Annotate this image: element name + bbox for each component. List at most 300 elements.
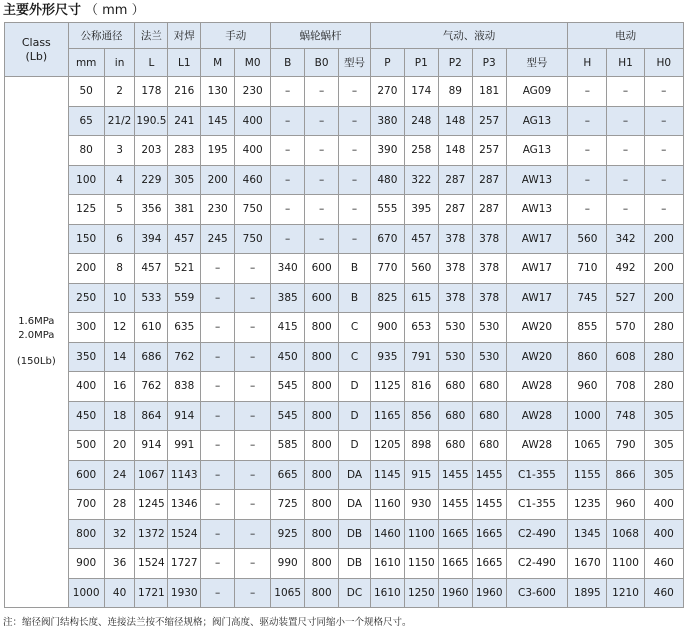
table-cell: 800 [305,578,339,608]
class-value-cell [5,77,69,608]
table-cell: 708 [607,372,644,402]
class-value-line: 2.0MPa [18,330,55,341]
table-cell: 1610 [370,549,404,579]
table-cell: – [235,431,271,461]
table-cell: 700 [68,490,104,520]
table-cell: 216 [168,77,201,107]
table-cell: AW17 [506,254,568,284]
table-cell: 1721 [135,578,168,608]
table-cell: – [201,490,235,520]
table-cell: 856 [404,401,438,431]
table-cell: 680 [472,372,506,402]
table-cell: – [201,549,235,579]
table-cell: 457 [135,254,168,284]
sub-header-cell: L [135,49,168,77]
table-cell: 610 [135,313,168,343]
table-cell: 257 [472,136,506,166]
page-title [3,0,145,22]
sub-header-cell: H1 [607,49,644,77]
table-cell: 1155 [568,460,607,490]
table-cell: 838 [168,372,201,402]
table-cell: 545 [271,401,305,431]
table-cell: D [339,372,371,402]
table-cell: 200 [644,283,683,313]
table-cell: 305 [644,401,683,431]
table-cell: 725 [271,490,305,520]
table-cell: 395 [404,195,438,225]
table-cell: – [235,254,271,284]
group-header-pneumatic: 气动、液动 [370,23,567,49]
table-cell: 686 [135,342,168,372]
table-cell: – [305,195,339,225]
table-cell: 356 [135,195,168,225]
table-cell: 40 [104,578,135,608]
table-cell: – [305,165,339,195]
table-row [5,165,684,195]
table-cell: 200 [68,254,104,284]
table-cell: 480 [370,165,404,195]
table-cell: 1930 [168,578,201,608]
table-cell: – [339,77,371,107]
table-cell: – [235,490,271,520]
table-cell: – [201,313,235,343]
table-cell: 241 [168,106,201,136]
table-cell: 530 [472,313,506,343]
table-cell: 340 [271,254,305,284]
table-cell: – [271,195,305,225]
table-cell: AW17 [506,224,568,254]
table-cell: 545 [271,372,305,402]
table-cell: 8 [104,254,135,284]
table-cell: 1665 [472,519,506,549]
sub-header-cell: P3 [472,49,506,77]
table-cell: 1065 [271,578,305,608]
table-cell: 925 [271,519,305,549]
table-cell: – [201,401,235,431]
table-cell: 790 [607,431,644,461]
title-unit: （ mm ） [85,3,145,18]
table-cell: – [235,372,271,402]
table-cell: 791 [404,342,438,372]
table-cell: 800 [305,401,339,431]
table-cell: 1460 [370,519,404,549]
table-cell: – [607,195,644,225]
class-value-line: (150Lb) [16,356,56,367]
table-cell: 24 [104,460,135,490]
table-cell: 305 [644,431,683,461]
table-cell: AG13 [506,136,568,166]
table-cell: 390 [370,136,404,166]
table-cell: 492 [607,254,644,284]
table-cell: 3 [104,136,135,166]
table-cell: – [235,313,271,343]
table-cell: 665 [271,460,305,490]
table-cell: 1895 [568,578,607,608]
table-cell: 248 [404,106,438,136]
table-cell: 378 [438,283,472,313]
sub-header-cell: 型号 [339,49,371,77]
table-cell: 1346 [168,490,201,520]
table-cell: 1524 [168,519,201,549]
table-row [5,224,684,254]
table-cell: DB [339,549,371,579]
table-cell: 245 [201,224,235,254]
table-cell: 200 [644,224,683,254]
table-cell: 816 [404,372,438,402]
table-cell: 280 [644,313,683,343]
table-cell: – [644,77,683,107]
table-cell: 5 [104,195,135,225]
table-cell: – [607,136,644,166]
header-row-sub [5,49,684,77]
table-cell: D [339,431,371,461]
table-cell: 174 [404,77,438,107]
group-header-weld: 对焊 [168,23,201,49]
table-cell: 380 [370,106,404,136]
table-cell: 394 [135,224,168,254]
table-cell: 4 [104,165,135,195]
table-cell: – [339,195,371,225]
table-row [5,549,684,579]
table-cell: 350 [68,342,104,372]
table-cell: – [644,165,683,195]
table-cell: 457 [404,224,438,254]
table-cell: C [339,342,371,372]
table-cell: – [201,372,235,402]
sub-header-cell: P1 [404,49,438,77]
table-cell: 12 [104,313,135,343]
table-cell: 305 [644,460,683,490]
table-cell: 1455 [438,460,472,490]
table-cell: 800 [305,549,339,579]
table-cell: 148 [438,136,472,166]
table-cell: 287 [438,195,472,225]
table-cell: 1250 [404,578,438,608]
table-cell: C [339,313,371,343]
table-cell: 280 [644,372,683,402]
sub-header-cell: 型号 [506,49,568,77]
table-cell: 745 [568,283,607,313]
table-cell: 125 [68,195,104,225]
table-cell: 20 [104,431,135,461]
table-cell: 450 [271,342,305,372]
table-cell: 1455 [438,490,472,520]
table-cell: – [235,283,271,313]
table-cell: – [235,578,271,608]
table-cell: 1372 [135,519,168,549]
group-header-flange: 法兰 [135,23,168,49]
table-cell: 148 [438,106,472,136]
table-cell: 800 [305,342,339,372]
table-cell: B [339,254,371,284]
table-cell: C2-490 [506,549,568,579]
table-cell: – [607,165,644,195]
table-cell: 21/2 [104,106,135,136]
table-cell: AW20 [506,342,568,372]
table-cell: 530 [472,342,506,372]
table-cell: 560 [404,254,438,284]
table-cell: – [235,401,271,431]
table-cell: AW17 [506,283,568,313]
table-cell: 800 [305,431,339,461]
table-cell: 250 [68,283,104,313]
table-cell: 280 [644,342,683,372]
table-row [5,460,684,490]
table-cell: 1665 [438,549,472,579]
sub-header-cell: H0 [644,49,683,77]
table-cell: 570 [607,313,644,343]
table-cell: 50 [68,77,104,107]
sub-header-cell: mm [68,49,104,77]
sub-header-cell: P [370,49,404,77]
table-cell: – [201,342,235,372]
table-cell: 190.5 [135,106,168,136]
table-cell: 460 [235,165,271,195]
table-cell: 400 [68,372,104,402]
table-cell: 635 [168,313,201,343]
table-cell: 898 [404,431,438,461]
table-cell: – [201,460,235,490]
table-cell: AW28 [506,431,568,461]
table-cell: AG09 [506,77,568,107]
table-cell: DC [339,578,371,608]
table-cell: 600 [68,460,104,490]
table-cell: 762 [135,372,168,402]
table-cell: 800 [305,372,339,402]
table-cell: 1145 [370,460,404,490]
table-cell: 960 [568,372,607,402]
table-cell: – [235,460,271,490]
table-cell: – [305,224,339,254]
table-cell: 378 [438,254,472,284]
table-cell: 1960 [438,578,472,608]
table-cell: 181 [472,77,506,107]
sub-header-cell: L1 [168,49,201,77]
table-cell: 1665 [438,519,472,549]
table-cell: 600 [305,254,339,284]
title-text: 主要外形尺寸 [3,3,82,18]
table-cell: AG13 [506,106,568,136]
table-cell: 257 [472,106,506,136]
table-cell: 559 [168,283,201,313]
table-cell: DA [339,490,371,520]
table-cell: 527 [607,283,644,313]
table-cell: 130 [201,77,235,107]
table-cell: – [568,106,607,136]
table-cell: 800 [68,519,104,549]
table-cell: – [271,136,305,166]
table-row [5,136,684,166]
table-row [5,195,684,225]
table-cell: 1165 [370,401,404,431]
table-cell: 1665 [472,549,506,579]
table-cell: 36 [104,549,135,579]
table-cell: 915 [404,460,438,490]
table-cell: AW13 [506,195,568,225]
table-cell: 178 [135,77,168,107]
table-row [5,313,684,343]
table-row [5,77,684,107]
table-cell: – [644,136,683,166]
table-cell: 935 [370,342,404,372]
group-header-nominal: 公称通径 [68,23,135,49]
table-cell: – [339,136,371,166]
table-cell: 1065 [568,431,607,461]
table-cell: – [607,77,644,107]
table-cell: 400 [644,490,683,520]
table-cell: – [201,254,235,284]
table-cell: 258 [404,136,438,166]
table-row [5,342,684,372]
table-cell: 914 [135,431,168,461]
table-row [5,401,684,431]
table-cell: 400 [644,519,683,549]
table-cell: 1000 [568,401,607,431]
table-cell: 89 [438,77,472,107]
group-header-manual: 手动 [201,23,271,49]
table-cell: – [644,195,683,225]
table-cell: AW28 [506,372,568,402]
table-cell: 378 [472,254,506,284]
class-unit: (Lb) [25,49,48,63]
table-cell: 800 [305,313,339,343]
table-cell: 322 [404,165,438,195]
group-header-worm: 蜗轮蜗杆 [271,23,371,49]
table-cell: 305 [168,165,201,195]
table-cell: 1150 [404,549,438,579]
table-cell: – [305,136,339,166]
table-cell: 381 [168,195,201,225]
table-cell: 960 [607,490,644,520]
table-cell: – [201,431,235,461]
table-cell: 585 [271,431,305,461]
table-cell: 460 [644,549,683,579]
table-cell: – [201,283,235,313]
table-body [5,23,684,608]
table-cell: 748 [607,401,644,431]
table-cell: 750 [235,195,271,225]
table-cell: 100 [68,165,104,195]
table-cell: 521 [168,254,201,284]
table-cell: AW13 [506,165,568,195]
table-cell: DB [339,519,371,549]
table-cell: 855 [568,313,607,343]
table-cell: – [235,549,271,579]
table-cell: 32 [104,519,135,549]
class-gap [5,343,68,355]
table-cell: 900 [370,313,404,343]
table-cell: 287 [472,165,506,195]
table-cell: 1210 [607,578,644,608]
table-cell: 1245 [135,490,168,520]
table-cell: 18 [104,401,135,431]
table-cell: 1960 [472,578,506,608]
table-cell: C1-355 [506,460,568,490]
table-cell: 230 [201,195,235,225]
table-cell: – [201,578,235,608]
table-cell: – [271,106,305,136]
table-cell: 530 [438,342,472,372]
table-cell: 10 [104,283,135,313]
table-cell: C1-355 [506,490,568,520]
table-cell: 229 [135,165,168,195]
table-cell: 400 [235,136,271,166]
table-cell: 900 [68,549,104,579]
sub-header-cell: H [568,49,607,77]
table-cell: 450 [68,401,104,431]
table-cell: 342 [607,224,644,254]
table-cell: 1345 [568,519,607,549]
table-cell: – [305,77,339,107]
table-cell: 150 [68,224,104,254]
table-cell: – [568,195,607,225]
table-cell: 555 [370,195,404,225]
table-cell: 28 [104,490,135,520]
table-cell: 203 [135,136,168,166]
table-cell: 825 [370,283,404,313]
table-cell: 1455 [472,490,506,520]
table-cell: 1610 [370,578,404,608]
table-cell: 750 [235,224,271,254]
table-cell: 680 [472,401,506,431]
table-cell: – [568,165,607,195]
table-cell: 283 [168,136,201,166]
table-cell: 1100 [607,549,644,579]
table-cell: 990 [271,549,305,579]
table-cell: 860 [568,342,607,372]
table-row [5,431,684,461]
table-cell: – [644,106,683,136]
table-cell: 864 [135,401,168,431]
table-cell: 1727 [168,549,201,579]
table-cell: 608 [607,342,644,372]
table-cell: 930 [404,490,438,520]
table-cell: 800 [305,460,339,490]
table-cell: AW28 [506,401,568,431]
table-cell: 16 [104,372,135,402]
table-cell: 287 [472,195,506,225]
sub-header-cell: M [201,49,235,77]
table-cell: 500 [68,431,104,461]
table-cell: 457 [168,224,201,254]
class-label: Class [21,35,51,49]
table-row [5,519,684,549]
table-cell: 680 [438,372,472,402]
table-cell: – [568,136,607,166]
table-cell: AW20 [506,313,568,343]
table-cell: 866 [607,460,644,490]
table-cell: D [339,401,371,431]
table-cell: – [271,224,305,254]
table-row [5,106,684,136]
table-row [5,490,684,520]
table-cell: 195 [201,136,235,166]
table-cell: 653 [404,313,438,343]
table-cell: 615 [404,283,438,313]
table-cell: 80 [68,136,104,166]
table-cell: 762 [168,342,201,372]
table-cell: 378 [472,283,506,313]
class-value-line: 1.6MPa [18,316,55,327]
table-cell: 385 [271,283,305,313]
table-cell: 1235 [568,490,607,520]
table-cell: 1000 [68,578,104,608]
table-cell: 287 [438,165,472,195]
table-cell: 670 [370,224,404,254]
dimension-table [4,22,684,608]
table-cell: B [339,283,371,313]
header-row-groups [5,23,684,49]
